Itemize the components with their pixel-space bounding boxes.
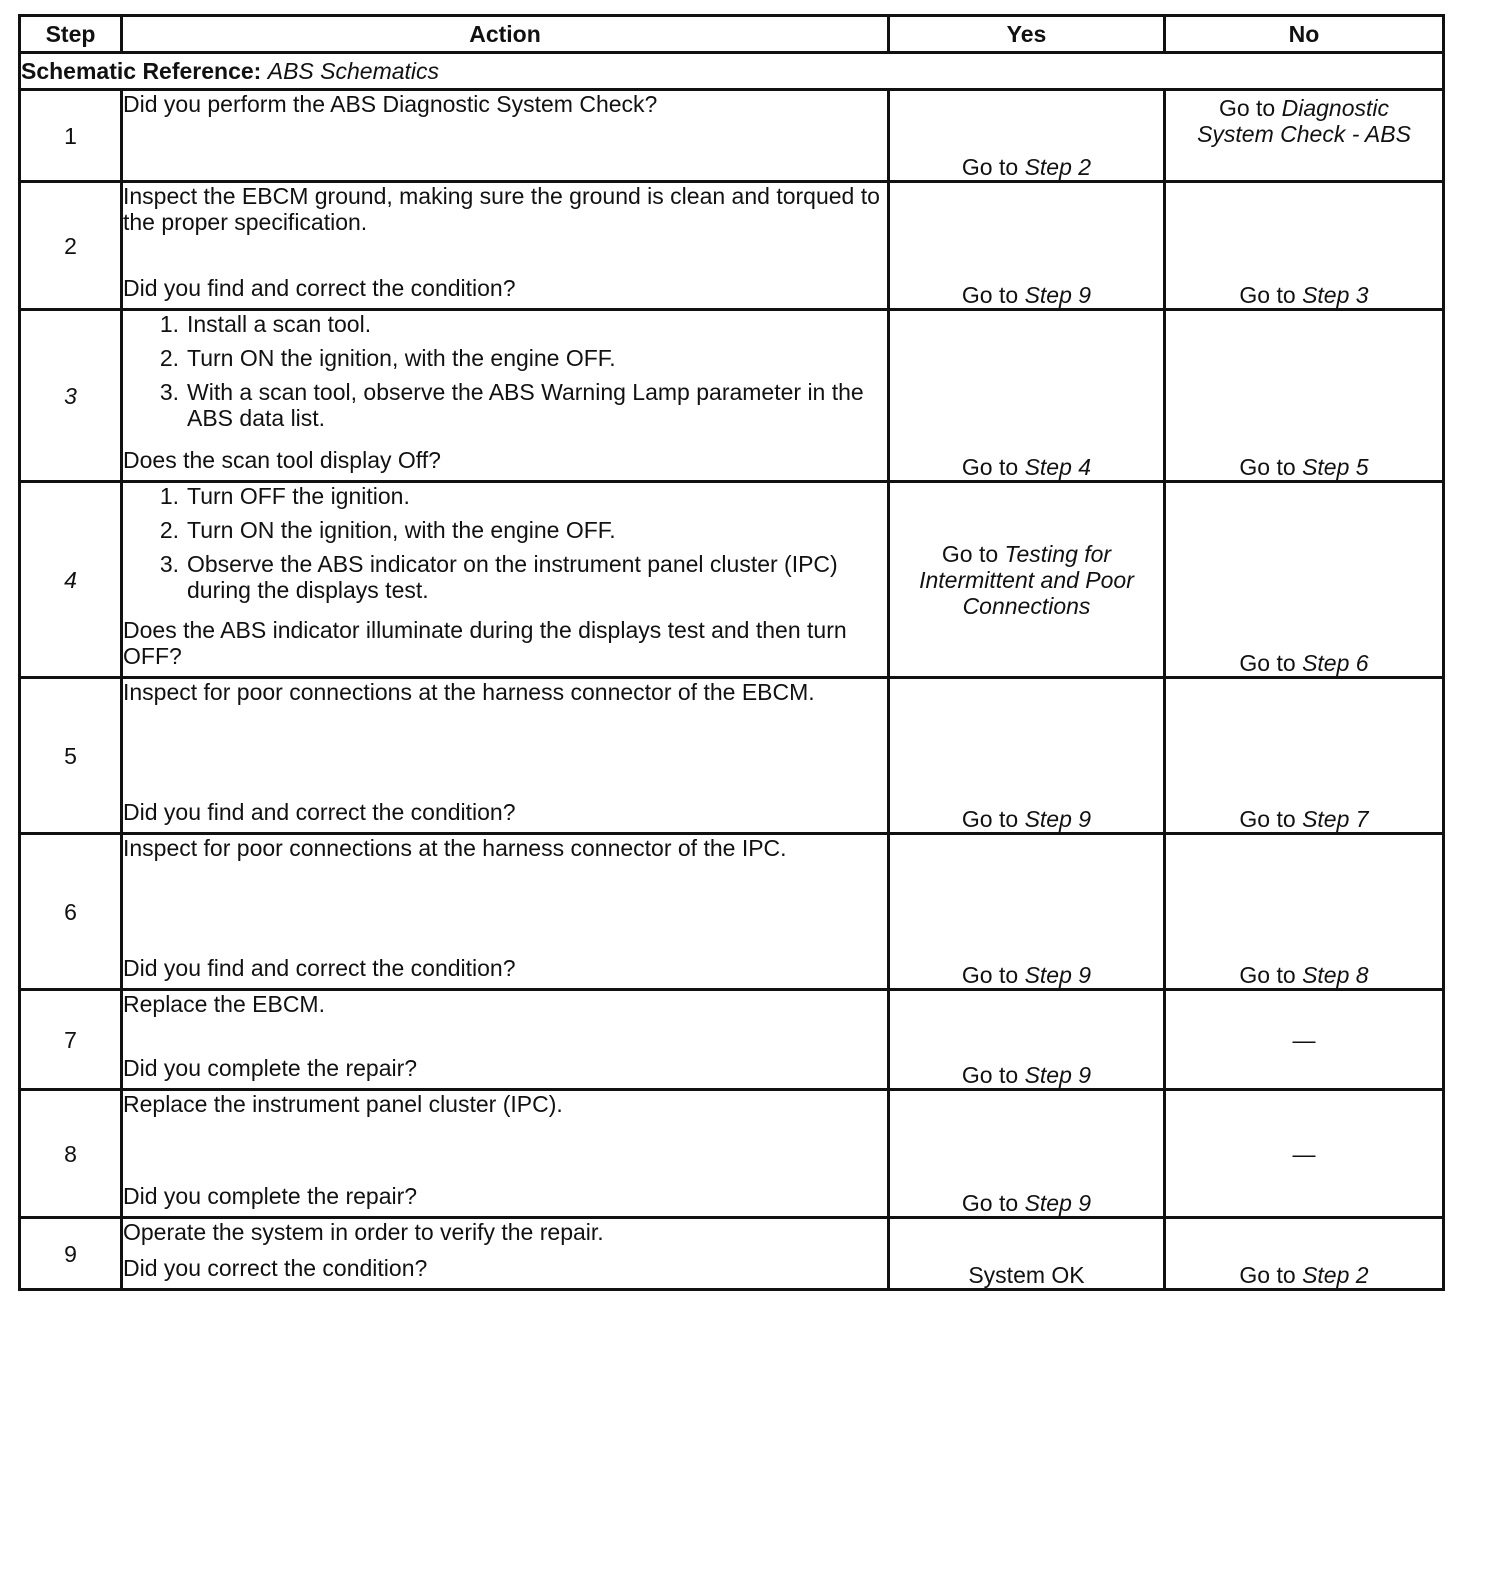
schematic-reference-row bbox=[20, 53, 1444, 90]
no-cell bbox=[1165, 990, 1444, 1090]
step-number: 5 bbox=[20, 678, 122, 834]
schematic-reference-link[interactable]: ABS Schematics bbox=[267, 58, 440, 84]
no-cell bbox=[1165, 1218, 1444, 1290]
no-target-link[interactable]: Step 8 bbox=[1302, 962, 1369, 988]
yes-cell bbox=[889, 182, 1165, 310]
list-item: 2. Turn ON the ignition, with the engine OFF. bbox=[159, 517, 616, 543]
action-cell bbox=[122, 182, 889, 310]
no-dash: — bbox=[1292, 1140, 1316, 1167]
yes-prefix: Go to bbox=[961, 454, 1019, 480]
no-cell bbox=[1165, 1090, 1444, 1218]
yes-cell bbox=[889, 310, 1165, 482]
no-cell bbox=[1165, 482, 1444, 678]
action-text: Inspect for poor connections at the harness connector of the EBCM. bbox=[123, 679, 815, 705]
no-prefix: Go to bbox=[1239, 650, 1296, 676]
action-cell bbox=[122, 678, 889, 834]
yes-cell bbox=[889, 90, 1165, 182]
table-row-step-3 bbox=[20, 310, 1444, 482]
schematic-reference-label: Schematic Reference: bbox=[21, 58, 262, 84]
yes-target-link[interactable]: Step 9 bbox=[1024, 962, 1092, 988]
yes-target-link[interactable]: Step 9 bbox=[1024, 1062, 1092, 1088]
step-number: 9 bbox=[20, 1218, 122, 1290]
list-item: 1. Turn OFF the ignition. bbox=[159, 483, 410, 509]
yes-cell bbox=[889, 678, 1165, 834]
header-step: Step bbox=[20, 16, 122, 53]
table-row-step-6 bbox=[20, 834, 1444, 990]
action-text: Replace the instrument panel cluster (IPC). bbox=[123, 1091, 563, 1117]
yes-cell bbox=[889, 482, 1165, 678]
yes-text: System OK bbox=[968, 1262, 1085, 1288]
yes-cell bbox=[889, 834, 1165, 990]
action-question: Did you find and correct the condition? bbox=[123, 799, 516, 825]
action-question: Did you find and correct the condition? bbox=[123, 955, 516, 981]
action-cell bbox=[122, 1218, 889, 1290]
table-row-step-4 bbox=[20, 482, 1444, 678]
action-question: Did you find and correct the condition? bbox=[123, 275, 516, 301]
list-item: 2. Turn ON the ignition, with the engine OFF. bbox=[159, 345, 616, 371]
header-row bbox=[20, 16, 1444, 53]
action-text: Replace the EBCM. bbox=[123, 991, 325, 1017]
action-text: Inspect the EBCM ground, making sure the ground is clean and torqued to the proper specification. bbox=[123, 183, 880, 235]
no-prefix: Go to bbox=[1239, 282, 1296, 308]
no-cell bbox=[1165, 834, 1444, 990]
action-text: Inspect for poor connections at the harness connector of the IPC. bbox=[123, 835, 787, 861]
yes-target-link[interactable]: Step 9 bbox=[1024, 806, 1092, 832]
no-cell bbox=[1165, 182, 1444, 310]
no-prefix: Go to bbox=[1239, 806, 1296, 832]
yes-cell bbox=[889, 1218, 1165, 1290]
yes-prefix: Go to bbox=[961, 1062, 1019, 1088]
diagnostic-table bbox=[18, 14, 1445, 1291]
no-target-link[interactable]: Step 3 bbox=[1302, 282, 1369, 308]
no-target-link[interactable]: Step 5 bbox=[1302, 454, 1369, 480]
yes-cell bbox=[889, 1090, 1165, 1218]
yes-target-link[interactable]: Step 9 bbox=[1024, 282, 1092, 308]
yes-cell bbox=[889, 990, 1165, 1090]
list-item: 3. Observe the ABS indicator on the instrument panel cluster (IPC) during the displays test. bbox=[159, 551, 838, 603]
yes-target-link[interactable]: Step 9 bbox=[1024, 1190, 1092, 1216]
step-number: 6 bbox=[20, 834, 122, 990]
action-question: Does the scan tool display Off? bbox=[123, 447, 441, 473]
table-row-step-1 bbox=[20, 90, 1444, 182]
action-cell bbox=[122, 1090, 889, 1218]
yes-prefix: Go to bbox=[961, 1190, 1019, 1216]
no-prefix: Go to bbox=[1239, 1262, 1296, 1288]
substep-list bbox=[123, 311, 887, 431]
action-question: Did you complete the repair? bbox=[123, 1183, 418, 1209]
header-no: No bbox=[1165, 16, 1444, 53]
yes-target-link[interactable]: Step 2 bbox=[1024, 154, 1092, 180]
action-text: Did you perform the ABS Diagnostic System Check? bbox=[123, 91, 658, 117]
no-target-link[interactable]: Diagnostic System Check - ABS bbox=[1197, 95, 1411, 147]
action-question: Did you complete the repair? bbox=[123, 1055, 418, 1081]
action-question: Did you correct the condition? bbox=[123, 1255, 428, 1281]
no-prefix: Go to bbox=[1239, 962, 1296, 988]
no-cell bbox=[1165, 310, 1444, 482]
table-row-step-9 bbox=[20, 1218, 1444, 1290]
table-row-step-8 bbox=[20, 1090, 1444, 1218]
yes-target-link[interactable]: Step 4 bbox=[1024, 454, 1092, 480]
no-cell bbox=[1165, 90, 1444, 182]
yes-prefix: Go to bbox=[961, 806, 1019, 832]
yes-prefix: Go to bbox=[961, 154, 1019, 180]
table-row-step-5 bbox=[20, 678, 1444, 834]
table-row-step-7 bbox=[20, 990, 1444, 1090]
action-cell bbox=[122, 90, 889, 182]
schematic-reference bbox=[20, 53, 1444, 90]
yes-prefix: Go to bbox=[961, 962, 1019, 988]
no-prefix: Go to bbox=[1239, 454, 1296, 480]
no-target-link[interactable]: Step 7 bbox=[1302, 806, 1369, 832]
action-cell bbox=[122, 310, 889, 482]
yes-prefix: Go to bbox=[941, 540, 999, 567]
action-cell bbox=[122, 834, 889, 990]
header-action: Action bbox=[122, 16, 889, 53]
action-cell bbox=[122, 990, 889, 1090]
action-cell bbox=[122, 482, 889, 678]
substep-list bbox=[123, 483, 887, 603]
step-number: 8 bbox=[20, 1090, 122, 1218]
step-number: 2 bbox=[20, 182, 122, 310]
header-yes: Yes bbox=[889, 16, 1165, 53]
step-number: 3 bbox=[20, 310, 122, 482]
no-target-link[interactable]: Step 2 bbox=[1302, 1262, 1369, 1288]
action-question: Does the ABS indicator illuminate during the displays test and then turn OFF? bbox=[123, 617, 847, 669]
no-cell bbox=[1165, 678, 1444, 834]
step-number: 4 bbox=[20, 482, 122, 678]
list-item: 3. With a scan tool, observe the ABS Warning Lamp parameter in the ABS data list. bbox=[159, 379, 864, 431]
no-dash: — bbox=[1292, 1026, 1316, 1053]
step-number: 1 bbox=[20, 90, 122, 182]
table-row-step-2 bbox=[20, 182, 1444, 310]
action-text: Operate the system in order to verify the repair. bbox=[123, 1219, 604, 1245]
yes-prefix: Go to bbox=[961, 282, 1019, 308]
step-number: 7 bbox=[20, 990, 122, 1090]
list-item: 1. Install a scan tool. bbox=[159, 311, 372, 337]
no-prefix: Go to bbox=[1218, 95, 1276, 121]
no-target-link[interactable]: Step 6 bbox=[1302, 650, 1369, 676]
yes-target-link[interactable]: Testing for Intermittent and Poor Connections bbox=[919, 540, 1134, 619]
